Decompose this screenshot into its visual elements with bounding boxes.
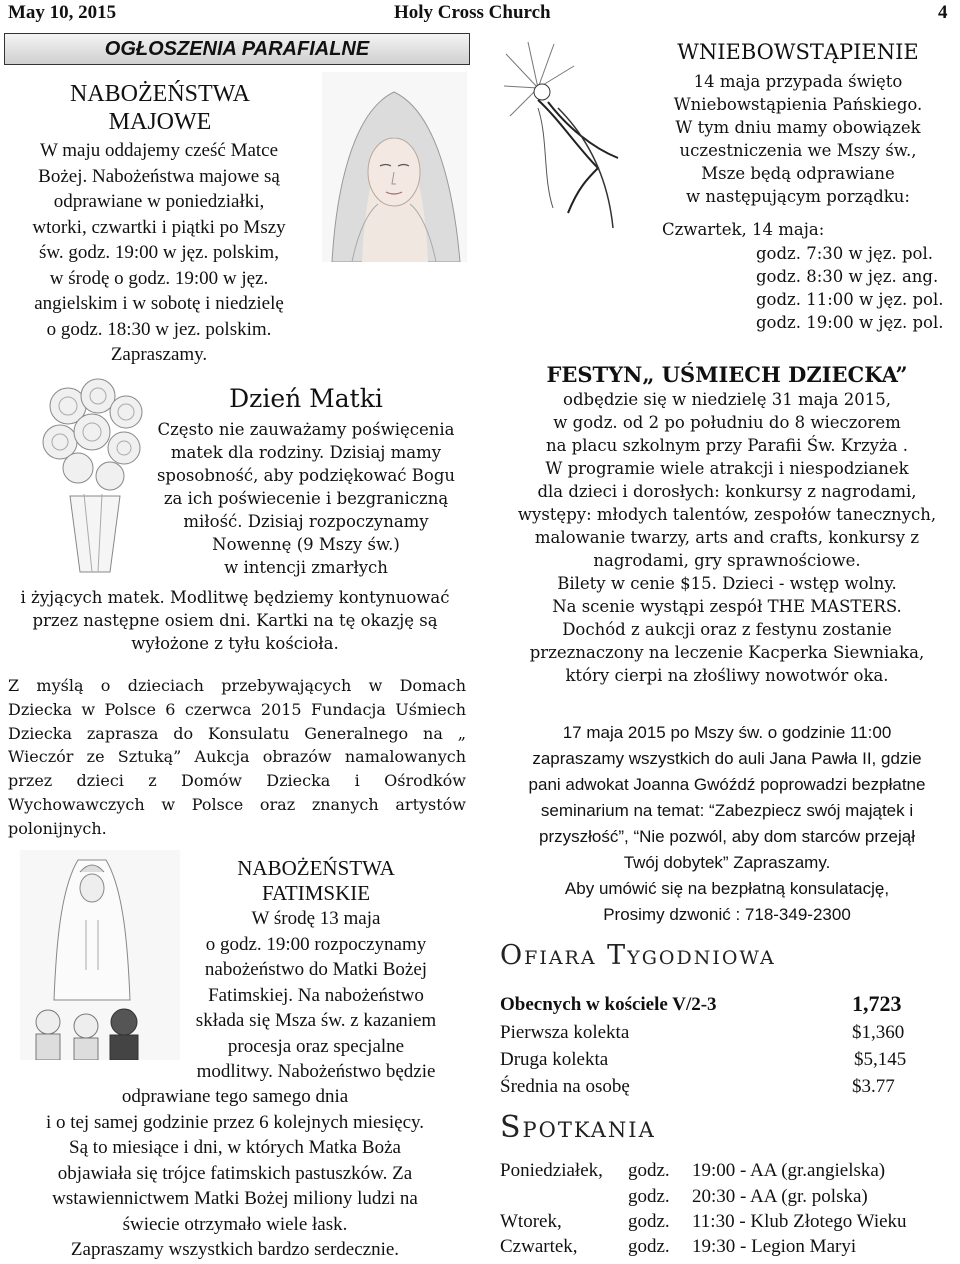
seminarium-line: seminarium na temat: “Zabezpiecz swój majątek i — [540, 801, 914, 820]
spotkania-day: Czwartek, — [500, 1236, 578, 1257]
wniebowstapienie-times — [756, 242, 944, 334]
mass-time: godz. 11:00 w jęz. pol. — [756, 290, 944, 309]
festyn-title: FESTYN„ UŚMIECH DZIECKA” — [546, 362, 908, 387]
fatimskie-line: składa się Msza św. z kazaniem — [195, 1010, 437, 1031]
fundacja-line: Dziecka zaprasza do Konsulatu Generalnego na „ — [8, 723, 466, 743]
festyn-line: Bilety w cenie $15. Dzieci - wstęp wolny. — [557, 574, 897, 593]
seminarium-line: Prosimy dzwonić : 718-349-2300 — [603, 905, 851, 924]
festyn-line: w godz. od 2 po południu do 8 wieczorem — [553, 413, 901, 432]
spotkania-desc: 19:00 - AA (gr.angielska) — [692, 1160, 886, 1181]
page-header — [0, 0, 960, 26]
spotkania-godz: godz. — [628, 1160, 670, 1181]
fatimskie-body-full — [0, 1084, 470, 1263]
header-date: May 10, 2015 — [8, 2, 117, 23]
fatimskie-title — [176, 856, 456, 906]
ascension-christ-image — [498, 38, 648, 238]
ofiara-label: Pierwsza kolekta — [500, 1022, 630, 1043]
mass-time: godz. 19:00 w jęz. pol. — [756, 313, 944, 332]
dzien-matki-line: Często nie zauważamy poświęcenia — [157, 420, 455, 439]
majowe-line: w środę o godz. 19:00 w jęz. — [49, 267, 269, 289]
spotkania-desc: 19:30 - Legion Maryi — [692, 1236, 857, 1257]
seminarium-line: 17 maja 2015 po Mszy św. o godzinie 11:00 — [562, 723, 892, 742]
festyn-line: W programie wiele atrakcji i niespodzianek — [545, 459, 909, 478]
spotkania-godz: godz. — [628, 1236, 670, 1257]
fatimskie-line: Zapraszamy wszystkich bardzo serdecznie. — [70, 1239, 400, 1260]
dzien-matki-line: wyłożone z tyłu kościoła. — [131, 634, 339, 653]
fundacja-line: Dziecka w Polsce 6 czerwca 2015 Fundacja Uśmiech — [8, 699, 466, 719]
fatimskie-line: o godz. 19:00 rozpoczynamy — [205, 933, 427, 955]
fatimskie-line: objawiała się trójce fatimskich pastuszków. Za — [57, 1162, 413, 1184]
festyn-line: malowanie twarzy, arts and crafts, konkursy z — [534, 528, 920, 547]
festyn-body — [494, 388, 960, 687]
majowe-line: o godz. 18:30 w jez. polskim. — [46, 318, 272, 340]
spotkania-day: Poniedziałek, — [500, 1160, 603, 1181]
spotkania-section-title: Spotkania — [500, 1110, 656, 1145]
seminarium-line: Twój dobytek” Zapraszamy. — [623, 853, 831, 872]
majowe-body — [0, 138, 318, 368]
spotkania-desc: 20:30 - AA (gr. polska) — [692, 1186, 868, 1207]
fatimskie-line: i o tej samej godzinie przez 6 kolejnych miesięcy. — [45, 1111, 425, 1133]
fundacja-line: Wieczór ze Sztuką” Aukcja obrazów namalowanych — [8, 747, 466, 767]
ofiara-value: $3.77 — [852, 1076, 895, 1097]
spotkania-desc: 11:30 - Klub Złotego Wieku — [692, 1211, 907, 1232]
majowe-line: angielskim i w sobotę i niedzielę — [34, 293, 284, 314]
fundacja-body — [8, 674, 466, 841]
majowe-line: W maju oddajemy cześć Matce — [39, 140, 279, 161]
dzien-matki-line: Nowennę (9 Mszy św.) — [212, 535, 400, 554]
fatimskie-line: Są to miesiące i dni, w których Matka Boża — [69, 1137, 401, 1158]
ofiara-value: $5,145 — [854, 1049, 907, 1070]
spotkania-godz: godz. — [628, 1211, 670, 1232]
majowe-title-line: NABOŻEŃSTWA — [70, 81, 250, 107]
spotkania-day: Wtorek, — [500, 1211, 562, 1232]
ofiara-label: Obecnych w kościele V/2-3 — [500, 994, 717, 1015]
seminarium-line: pani adwokat Joanna Gwóźdź poprowadzi bezpłatne — [528, 775, 926, 794]
dzien-matki-body — [146, 418, 466, 579]
wniebowstapienie-title: WNIEBOWSTĄPIENIE — [677, 40, 919, 64]
festyn-line: nagrodami, gry sprawnościowe. — [593, 551, 861, 570]
fundacja-line: polonijnych. — [8, 818, 107, 838]
ofiara-value: $1,360 — [852, 1022, 905, 1043]
wniebowstapienie-line: Wniebowstąpienia Pańskiego. — [673, 95, 923, 114]
spotkania-godz: godz. — [628, 1186, 670, 1207]
dzien-matki-title: Dzień Matki — [229, 384, 383, 413]
festyn-line: na placu szkolnym przy Parafii Św. Krzyża . — [545, 436, 909, 455]
header-page-number: 4 — [938, 2, 948, 23]
majowe-title-line: MAJOWE — [108, 109, 212, 135]
seminarium-line: zapraszamy wszystkich do auli Jana Pawła II, gdzie — [532, 749, 922, 768]
festyn-line: dla dzieci i dorosłych: konkursy z nagrodami, — [537, 482, 917, 501]
dzien-matki-body-full — [0, 586, 470, 655]
fatimskie-line: modlitwy. Nabożeństwo będzie — [196, 1061, 436, 1082]
festyn-line: który cierpi na złośliwy nowotwór oka. — [565, 666, 889, 685]
majowe-line: Bożej. Nabożeństwa majowe są — [38, 165, 280, 187]
fatimskie-line: odprawiane tego samego dnia — [121, 1086, 349, 1107]
section-banner: OGŁOSZENIA PARAFIALNE — [4, 33, 470, 65]
ofiara-value: 1,723 — [852, 991, 902, 1016]
virgin-mary-image — [322, 72, 467, 262]
majowe-title — [10, 80, 310, 136]
fatimskie-title-line: FATIMSKIE — [261, 881, 371, 905]
fatimskie-line: wstawiennictwem Matki Bożej miliony ludzi na — [52, 1188, 418, 1209]
ofiara-label: Średnia na osobę — [500, 1076, 630, 1097]
dzien-matki-line: i żyjących matek. Modlitwę będziemy kontynuować — [20, 588, 450, 607]
majowe-line: Zapraszamy. — [110, 344, 208, 365]
fatimskie-line: nabożeństwo do Matki Bożej — [204, 959, 428, 980]
our-lady-of-fatima-image — [20, 850, 180, 1060]
ofiara-label: Druga kolekta — [500, 1049, 609, 1070]
wniebowstapienie-line: 14 maja przypada święto — [693, 72, 903, 91]
mass-time: godz. 7:30 w jęz. pol. — [756, 244, 933, 263]
dzien-matki-line: miłość. Dzisiaj rozpoczynamy — [183, 512, 429, 531]
majowe-line: wtorki, czwartki i piątki po Mszy — [32, 216, 286, 238]
festyn-line: Dochód z aukcji oraz z festynu zostanie — [562, 620, 892, 639]
fundacja-line: przez dzieci z Domów Dziecka i Ośrodków — [8, 771, 466, 791]
wniebowstapienie-line: uczestniczenia we Mszy św., — [679, 141, 917, 160]
fatimskie-line: W środę 13 maja — [251, 908, 381, 929]
flower-bouquet-image — [40, 376, 148, 582]
dzien-matki-line: sposobność, aby podziękować Bogu — [156, 466, 456, 485]
fundacja-line: Wychowawczych w Polsce oraz znanych artystów — [8, 794, 466, 814]
dzien-matki-line: za ich poświecenie i bezgraniczną — [163, 489, 449, 508]
seminarium-line: przyszłość”, “Nie pozwól, aby dom starców przejął — [538, 827, 915, 846]
fundacja-line: Z myślą o dzieciach przebywających w Domach — [8, 676, 466, 695]
fatimskie-body — [166, 906, 466, 1085]
seminarium-body — [494, 720, 960, 928]
majowe-line: św. godz. 19:00 w jęz. polskim, — [39, 242, 279, 263]
dzien-matki-line: matek dla rodziny. Dzisiaj mamy — [170, 443, 442, 462]
dzien-matki-line: w intencji zmarłych — [224, 558, 388, 577]
fatimskie-line: procesja oraz specjalne — [227, 1035, 405, 1057]
wniebowstapienie-line: Msze będą odprawiane — [701, 164, 895, 183]
wniebowstapienie-line: w następującym porządku: — [686, 187, 910, 206]
seminarium-line: Aby umówić się na bezpłatną konsulatację, — [564, 879, 890, 898]
wniebowstapienie-line: W tym dniu mamy obowiązek — [675, 118, 921, 137]
header-church: Holy Cross Church — [394, 2, 551, 23]
festyn-line: przeznaczony na leczenie Kacperka Siewniaka, — [529, 643, 925, 662]
dzien-matki-line: przez następne osiem dni. Kartki na tę okazję są — [32, 611, 438, 630]
majowe-line: odprawiane w poniedziałki, — [53, 191, 265, 212]
wniebowstapienie-body — [650, 70, 946, 208]
mass-time: godz. 8:30 w jęz. ang. — [756, 267, 939, 286]
festyn-line: Na scenie wystąpi zespół THE MASTERS. — [552, 597, 902, 616]
fatimskie-line: świecie otrzymało wiele łask. — [122, 1213, 348, 1235]
festyn-line: odbędzie się w niedzielę 31 maja 2015, — [563, 390, 891, 409]
ofiara-section-title: Ofiara Tygodniowa — [500, 940, 776, 971]
fatimskie-title-line: NABOŻEŃSTWA — [237, 856, 395, 880]
fatimskie-line: Fatimskiej. Na nabożeństwo — [208, 984, 424, 1006]
festyn-line: występy: młodych talentów, zespołów tanecznych, — [517, 505, 937, 524]
wniebowstapienie-day: Czwartek, 14 maja: — [662, 220, 825, 239]
